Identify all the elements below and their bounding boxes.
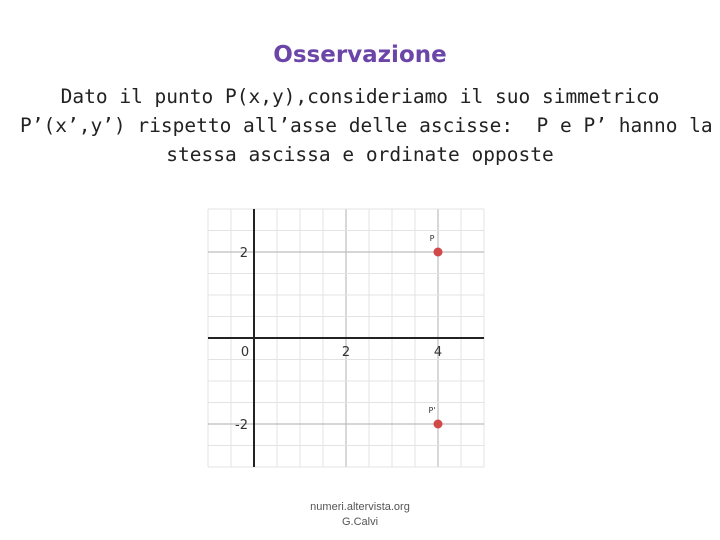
observation-text (20, 82, 713, 169)
data-point (434, 248, 443, 257)
y-tick-label: 2 (239, 246, 248, 261)
point-label: P' (428, 406, 436, 415)
observation-line-3: stessa ascissa e ordinate opposte (166, 143, 554, 166)
cartesian-plot (200, 205, 490, 470)
y-tick-label: -2 (235, 418, 248, 433)
x-tick-label: 0 (240, 345, 250, 360)
x-tick-label: 4 (433, 345, 443, 360)
footer-author: G.Calvi (341, 516, 379, 528)
footer (0, 500, 720, 530)
observation-line-1: Dato il punto P(x,y),consideriamo il suo simmetrico (60, 85, 660, 108)
x-tick-label: 2 (341, 345, 351, 360)
point-label: P (429, 234, 435, 243)
footer-site: numeri.altervista.org (310, 501, 410, 513)
observation-line-2: P’(x’,y’) rispetto all’asse delle ascisse: P e P’ hanno la (20, 114, 713, 137)
slide-title: Osservazione (273, 42, 447, 68)
data-point (434, 420, 443, 429)
